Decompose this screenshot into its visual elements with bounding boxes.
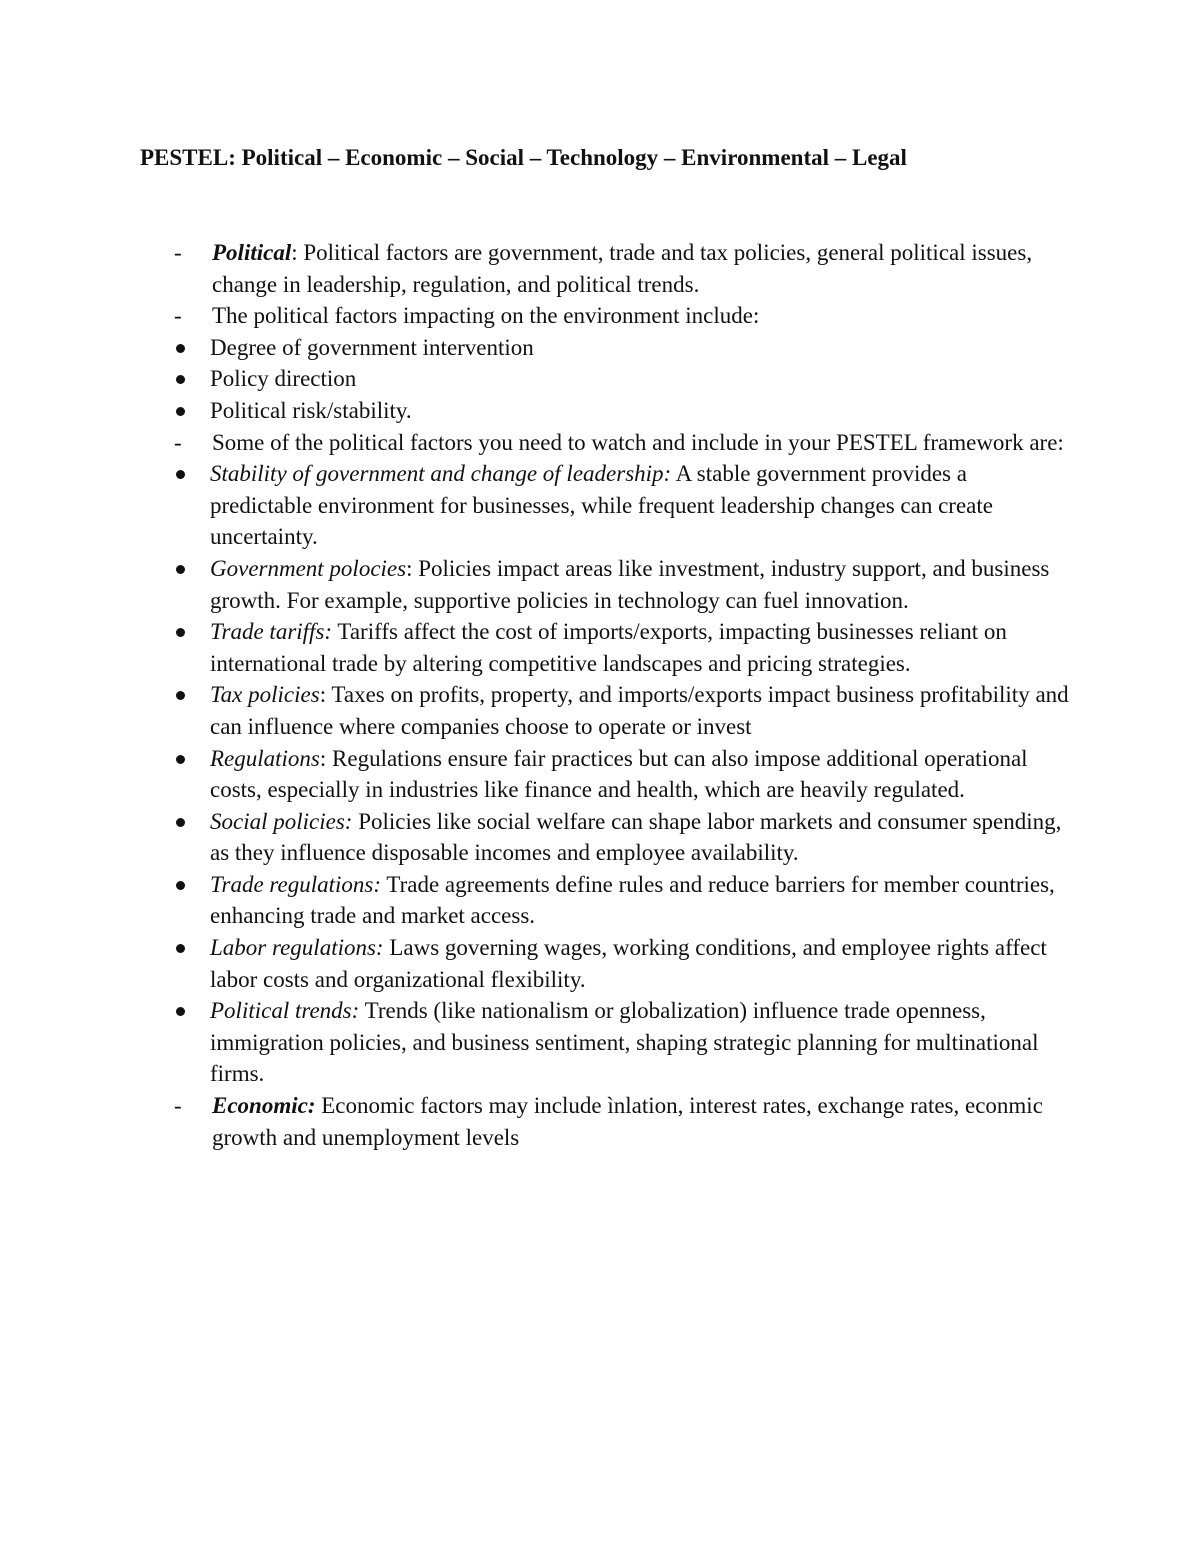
bullet-icon <box>176 407 185 416</box>
bullet-icon <box>176 881 185 890</box>
bullet-term: Labor regulations: <box>210 935 384 961</box>
impacting-bullets <box>140 332 1070 427</box>
bullet-text: : Regulations ensure fair practices but can also impose additional operational costs, especially in industries like finance and health, which are heavily regulated. <box>210 745 1028 803</box>
bullet-term: Regulations <box>210 745 320 771</box>
bullet-icon <box>176 1007 185 1016</box>
dash-marker: - <box>174 1093 182 1119</box>
list-item <box>140 553 1070 616</box>
bullet-term: Stability of government and change of leadership: <box>210 461 672 487</box>
bullet-icon <box>176 755 185 764</box>
bullet-text: Tariffs affect the cost of imports/exports, impacting businesses reliant on international trade by altering competitive landscapes and pricing strategies. <box>210 619 1007 676</box>
list-item <box>140 395 1070 427</box>
economic-item <box>140 1090 1070 1153</box>
bullet-text: Policy direction <box>210 366 357 392</box>
bullet-icon <box>176 944 185 953</box>
bullet-term: Trade tariffs: <box>210 619 333 645</box>
economic-text: Economic factors may include ìnlation, interest rates, exchange rates, econmic growth and unemployment levels <box>212 1093 1043 1150</box>
bullet-icon <box>176 818 185 827</box>
dash-marker: - <box>174 240 182 265</box>
political-term: Political <box>212 240 292 265</box>
dash-marker: - <box>174 303 182 329</box>
bullet-text: : Taxes on profits, property, and imports/exports impact business profitability and can influence where companies choose to operate or invest <box>210 682 1069 739</box>
bullet-term: Trade regulations: <box>210 871 382 897</box>
bullet-text: A stable government provides a predictable environment for businesses, while frequent leadership changes can create uncertainty. <box>210 461 993 550</box>
bullet-term: Political trends: <box>210 998 360 1024</box>
bullet-text: Degree of government intervention <box>210 334 534 360</box>
watch-text: Some of the political factors you need to watch and include in your PESTEL framework are: <box>212 429 1064 455</box>
list-item <box>140 932 1070 995</box>
bullet-icon <box>176 565 185 574</box>
bullet-term: Government polocies <box>210 555 407 581</box>
bullet-icon <box>176 691 185 700</box>
list-item <box>140 616 1070 679</box>
bullet-icon <box>176 470 185 479</box>
bullet-icon <box>176 628 185 637</box>
bullet-icon <box>176 344 185 353</box>
list-item <box>140 806 1070 869</box>
list-item <box>140 869 1070 932</box>
bullet-icon <box>176 375 185 384</box>
list-item <box>140 995 1070 1090</box>
impacting-text: The political factors impacting on the environment include: <box>212 303 760 329</box>
bullet-text: Policies like social welfare can shape labor markets and consumer spending, as they influence disposable incomes and employee availability. <box>210 808 1062 866</box>
list-item <box>140 332 1070 364</box>
bullet-term: Social policies: <box>210 808 353 834</box>
political-item <box>140 237 1070 300</box>
bullet-text: Trade agreements define rules and reduce barriers for member countries, enhancing trade and market access. <box>210 871 1055 929</box>
economic-term: Economic: <box>212 1093 316 1119</box>
bullet-text: Political risk/stability. <box>210 397 412 423</box>
watch-item <box>140 427 1070 459</box>
bullet-text: Trends (like nationalism or globalization) influence trade openness, immigration policies, and business sentiment, shaping strategic planning for multinational firms. <box>210 998 1039 1087</box>
list-item <box>140 743 1070 806</box>
political-text: : Political factors are government, trade and tax policies, general political issues, change in leadership, regulation, and political trends. <box>212 240 1033 297</box>
dash-marker: - <box>174 429 182 455</box>
bullet-term: Tax policies <box>210 682 320 708</box>
bullet-text: : Policies impact areas like investment, industry support, and business growth. For example, supportive policies in technology can fuel innovation. <box>210 555 1050 613</box>
pestel-outline <box>140 237 1070 1153</box>
impacting-item <box>140 300 1070 332</box>
watch-bullets <box>140 458 1070 1090</box>
list-item <box>140 363 1070 395</box>
list-item <box>140 679 1070 742</box>
bullet-text: Laws governing wages, working conditions, and employee rights affect labor costs and organizational flexibility. <box>210 935 1047 992</box>
document-title: PESTEL: Political – Economic – Social – Technology – Environmental – Legal <box>140 145 907 170</box>
list-item <box>140 458 1070 553</box>
